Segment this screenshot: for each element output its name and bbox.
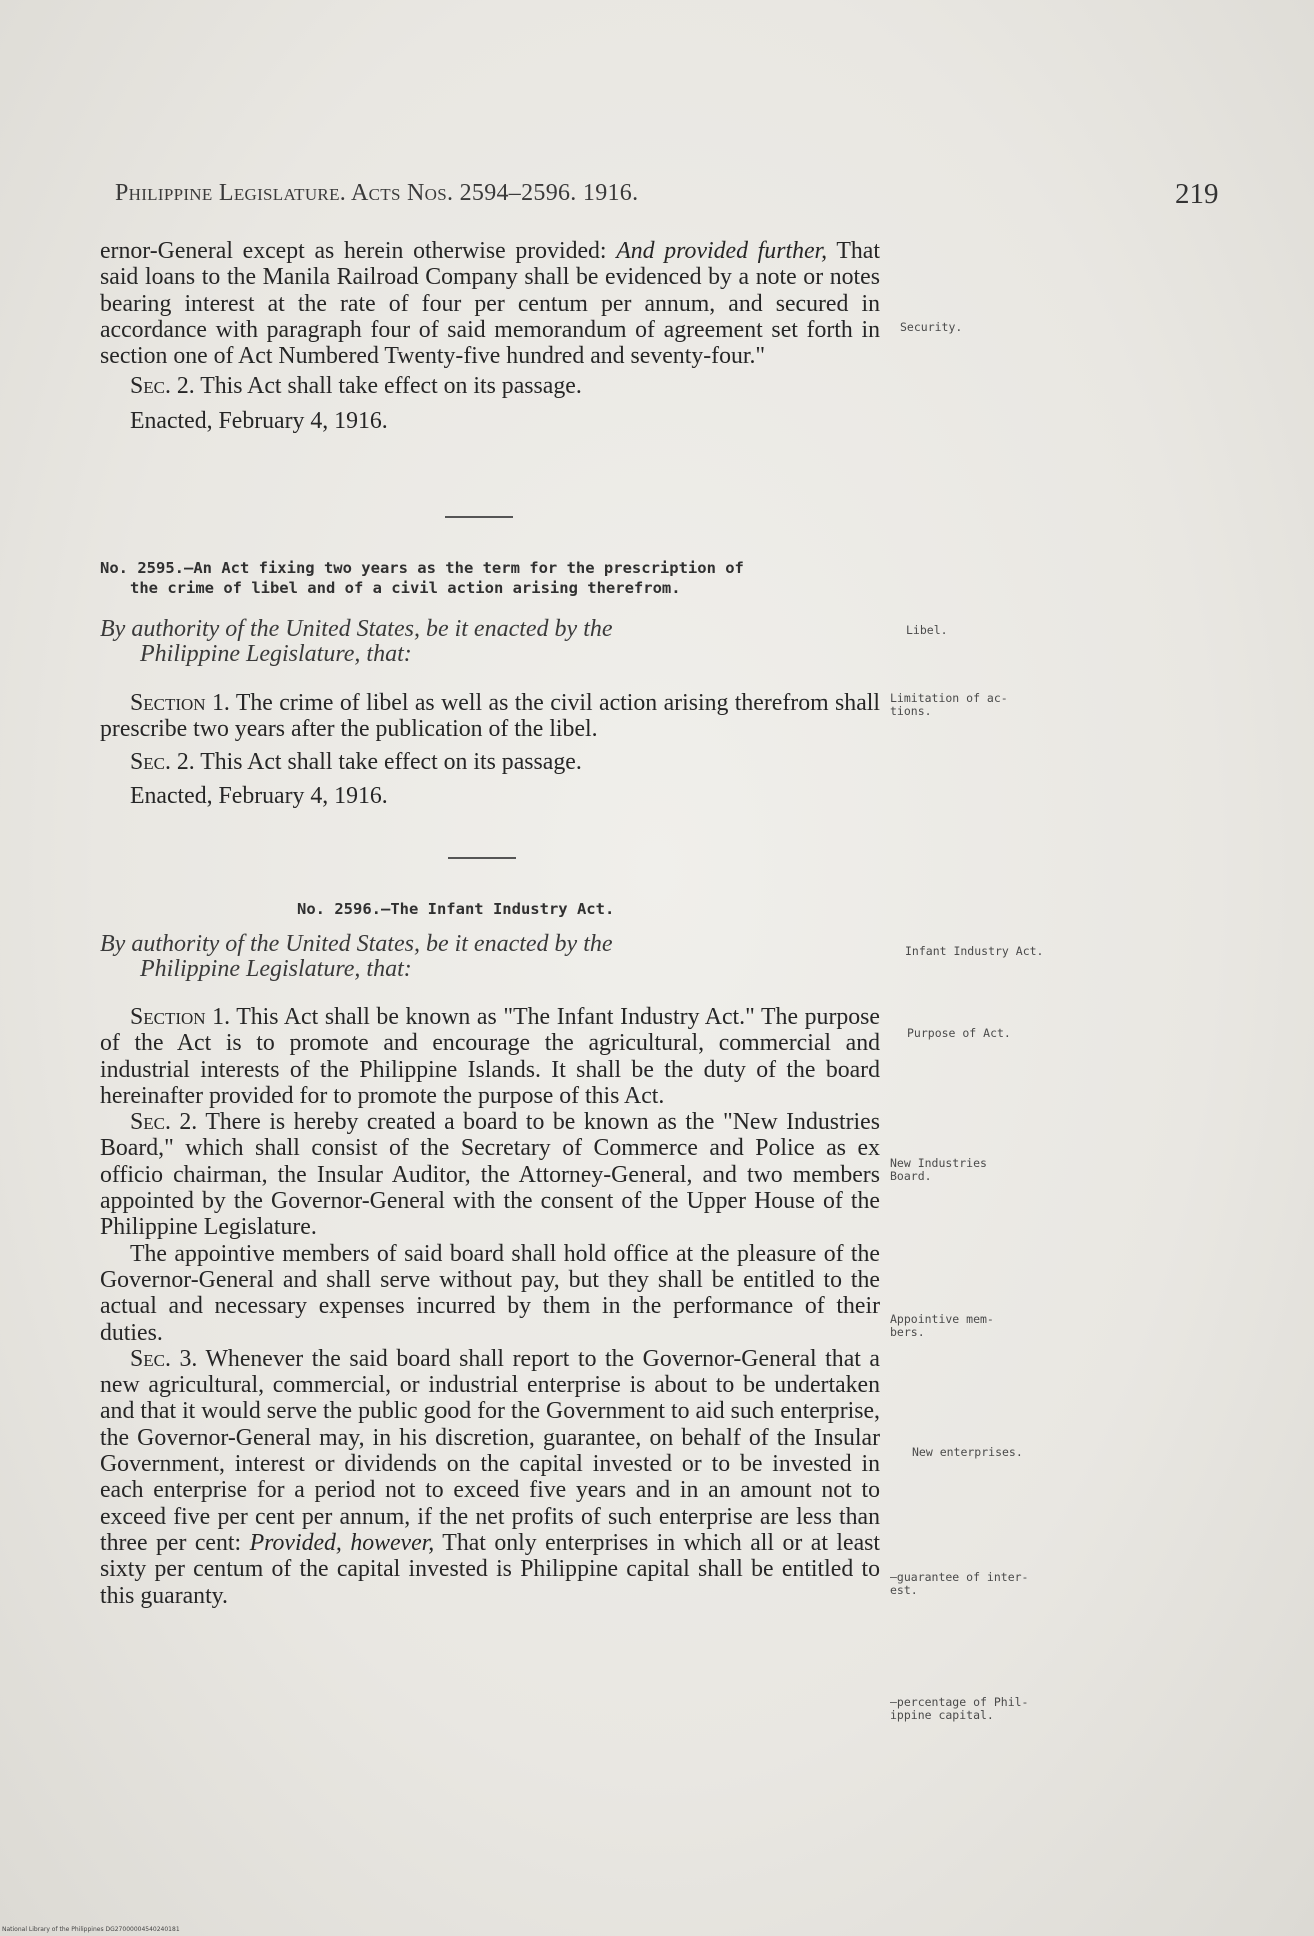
act-2595-body bbox=[100, 690, 880, 809]
enacted-date: Enacted, February 4, 1916. bbox=[130, 407, 388, 434]
margin-note-new-industries-board: New Industries Board. bbox=[890, 1156, 987, 1183]
page-number: 219 bbox=[1175, 178, 1219, 210]
margin-note-appointive-members: Appointive mem- bers. bbox=[890, 1312, 994, 1339]
section-divider bbox=[445, 516, 513, 518]
margin-note-new-enterprises: New enterprises. bbox=[912, 1445, 1023, 1459]
section-2: Sec. 2. This Act shall take effect on its passage. bbox=[130, 748, 582, 775]
section-1: Section 1. This Act shall be known as "The Infant Industry Act." The purpose of the Act is to promote and encourage the agricultural, commercial and industrial interests of the Philippine Islands. It shall be the duty of the board hereinafter provided for to promote the purpose of this Act. bbox=[100, 1004, 880, 1109]
act-2596-title: No. 2596.—The Infant Industry Act. bbox=[297, 900, 615, 918]
section-1: Section 1. The crime of libel as well as the civil action arising therefrom shall prescribe two years after the publication of the libel. bbox=[100, 690, 880, 743]
section-3: Sec. 3. Whenever the said board shall report to the Governor-General that a new agricultural, commercial, or industrial enterprise is about to be undertaken and that it would serve the public good for the Government to aid such enterprise, the Governor-General may, in his discretion, guarantee, on behalf of the Insular Government, interest or dividends on the capital invested or to be invested in each enterprise for a period not to exceed five years and in an amount not to exceed five per cent per annum, if the net profits of such enterprise are less than three per cent: Provided, however, That only enterprises in which all or at least sixty per centum of the capital invested is Philippine capital shall be entitled to this guaranty. bbox=[100, 1345, 881, 1609]
margin-note-security: Security. bbox=[900, 320, 963, 334]
running-head bbox=[115, 180, 915, 207]
act-2595-enacting-clause: By authority of the United States, be it enacted by the Philippine Legislature, that: bbox=[100, 616, 613, 667]
scan-credit: National Library of the Philippines DG27000004540240181 bbox=[2, 1926, 180, 1933]
margin-note-guarantee: —guarantee of inter- est. bbox=[890, 1570, 1029, 1597]
margin-note-infant-industry: Infant Industry Act. bbox=[905, 944, 1044, 958]
margin-note-percentage: —percentage of Phil- ippine capital. bbox=[890, 1695, 1029, 1722]
act-2596-body bbox=[100, 1004, 880, 1609]
margin-note-limitation: Limitation of ac- tions. bbox=[890, 691, 1008, 718]
appointive-members-paragraph: The appointive members of said board shall hold office at the pleasure of the Governor-General and shall serve without pay, but they shall be entitled to the actual and necessary expenses incurred by them in the performance of their duties. bbox=[100, 1240, 880, 1346]
running-head-text: Philippine Legislature. Acts Nos. 2594–2596. 1916. bbox=[115, 180, 639, 206]
section-2: Sec. 2. This Act shall take effect on its passage. bbox=[130, 373, 582, 400]
margin-note-libel: Libel. bbox=[906, 623, 948, 637]
margin-note-purpose: Purpose of Act. bbox=[907, 1026, 1011, 1040]
section-2: Sec. 2. There is hereby created a board to be known as the "New Industries Board," which shall consist of the Secretary of Commerce and Police as ex officio chairman, the Insular Auditor, the Attorney-General, and two members appointed by the Governor-General with the consent of the Upper House of the Philippine Legislature. bbox=[100, 1109, 880, 1241]
act-2595-title: No. 2595.—An Act fixing two years as the term for the prescription of the crime of libel and of a civil action arising therefrom. bbox=[100, 559, 744, 597]
act-2596-enacting-clause: By authority of the United States, be it enacted by the Philippine Legislature, that: bbox=[100, 931, 613, 982]
section-divider bbox=[448, 857, 516, 859]
enacted-date: Enacted, February 4, 1916. bbox=[130, 782, 388, 809]
act-2594-ending bbox=[100, 238, 880, 434]
paragraph: ernor-General except as herein otherwise provided: And provided further, That said loans to the Manila Railroad Company shall be evidenced by a note or notes bearing interest at the rate of four per centum per annum, and secured in accordance with paragraph four of said memorandum of agreement set forth in section one of Act Numbered Twenty-five hundred and seventy-four." bbox=[100, 238, 880, 370]
